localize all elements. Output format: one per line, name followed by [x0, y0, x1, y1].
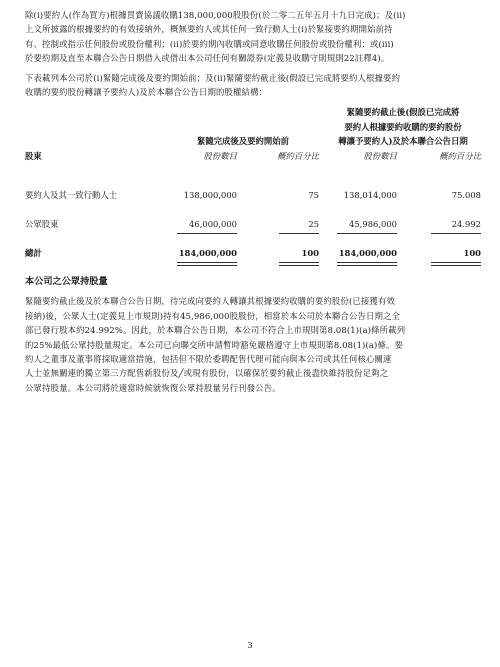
subtotal-rule [279, 233, 319, 234]
percentage-header-1: 概約百分比 [277, 151, 319, 162]
percentage-header-2: 概約百分比 [439, 151, 481, 162]
shareholder-column-header: 股東 [25, 151, 42, 162]
table-cell-shares-1: 46,000,000 [189, 219, 237, 230]
column-group-after-completion-header: 緊隨完成後及要約開始前 [196, 136, 290, 147]
table-total-percentage-1: 100 [301, 248, 319, 259]
paragraph-table-intro: 下表載列本公司於(i)緊隨完成後及要約開始前；及(ii)緊隨要約截止後(假設已完成將要約人根據要約 收購的要約股份轉讓予要約人)及於本聯合公告日期的股權結構： [25, 72, 401, 98]
table-cell-shares-1: 138,000,000 [183, 190, 237, 201]
table-row-name: 公眾股東 [25, 219, 59, 230]
subtotal-rule [431, 233, 481, 234]
document-page [25, 8, 481, 395]
section-title-public-float: 本公司之公眾持股量 [25, 276, 108, 288]
table-total-label: 總計 [25, 248, 42, 259]
subtotal-rule [337, 233, 397, 234]
column-group-after-offer-header: 緊隨要約截止後(假設已完成將 要約人根據要約收購的要約股份 轉讓予要約人)及於本聯合公告日期 [338, 107, 468, 147]
table-total-percentage-2: 100 [463, 248, 481, 259]
table-cell-percentage-2: 75.008 [451, 190, 481, 201]
subtotal-rule [177, 233, 237, 234]
table-total-shares-2: 184,000,000 [338, 248, 397, 259]
table-cell-percentage-1: 25 [308, 219, 319, 230]
shares-header-2: 股份數目 [363, 151, 397, 162]
total-double-rule [337, 262, 397, 266]
paragraph-public-float: 緊隨要約截止後及於本聯合公告日期，待完成向要約人轉讓其根據要約收購的要約股份(已接獲有效 接納)後，公眾人士(定義見上市規則)持有45,986,000股股份，相當於本公司於本聯合公告日期之全 部已發行股本約24.992%。因此，於本聯合公告日期，本公司不符合上市規則第8.08(1)(a)條所載列 的25%最低公眾持股量規定。本公司已向聯交所申請暫時豁免嚴格遵守上市規則第8.08(1)(a)條。要 約人之董事及董事將採取適當措施，包括但不限於委聘配售代理可能向與本公司或其任何核心關連 人士並無關連的獨立第三方配售新股份及╱或現有股份，以確保於要約截止後盡快維持股份足夠之 公眾持股量。本公司將於適當時候就恢復公眾持股量另行刊發公告。 [25, 296, 406, 393]
table-cell-percentage-1: 75 [308, 190, 319, 201]
total-double-rule [177, 262, 237, 266]
table-cell-shares-2: 45,986,000 [349, 219, 397, 230]
table-cell-shares-2: 138,014,000 [343, 190, 397, 201]
page-number: 3 [247, 640, 253, 650]
table-row-name: 要約人及其一致行動人士 [25, 190, 118, 201]
shareholding-table [25, 105, 481, 275]
total-double-rule [279, 262, 319, 266]
table-cell-percentage-2: 24.992 [451, 219, 481, 230]
shares-header-1: 股份數目 [203, 151, 237, 162]
paragraph-shareholding-disclosure: 除(i)要約人(作為買方)根據買賣協議收購138,000,000股股份(於二零二五年五月十九日完成)；及(ii) 上文所披露的根據要約的有效接納外，概無要約人或其任何一致行動人士(i)於緊接要約期開始前持 有、控制或指示任何股份或股份權利；(ii)於要約期內收購或同意收購任何股份或股份權利；或(iii) 於要約期及直至本聯合公告日期借入或借出本公司任何有關證券(定義見收購守則規則22註釋4)。 [25, 10, 406, 64]
total-double-rule [431, 262, 481, 266]
table-total-shares-1: 184,000,000 [178, 248, 237, 259]
